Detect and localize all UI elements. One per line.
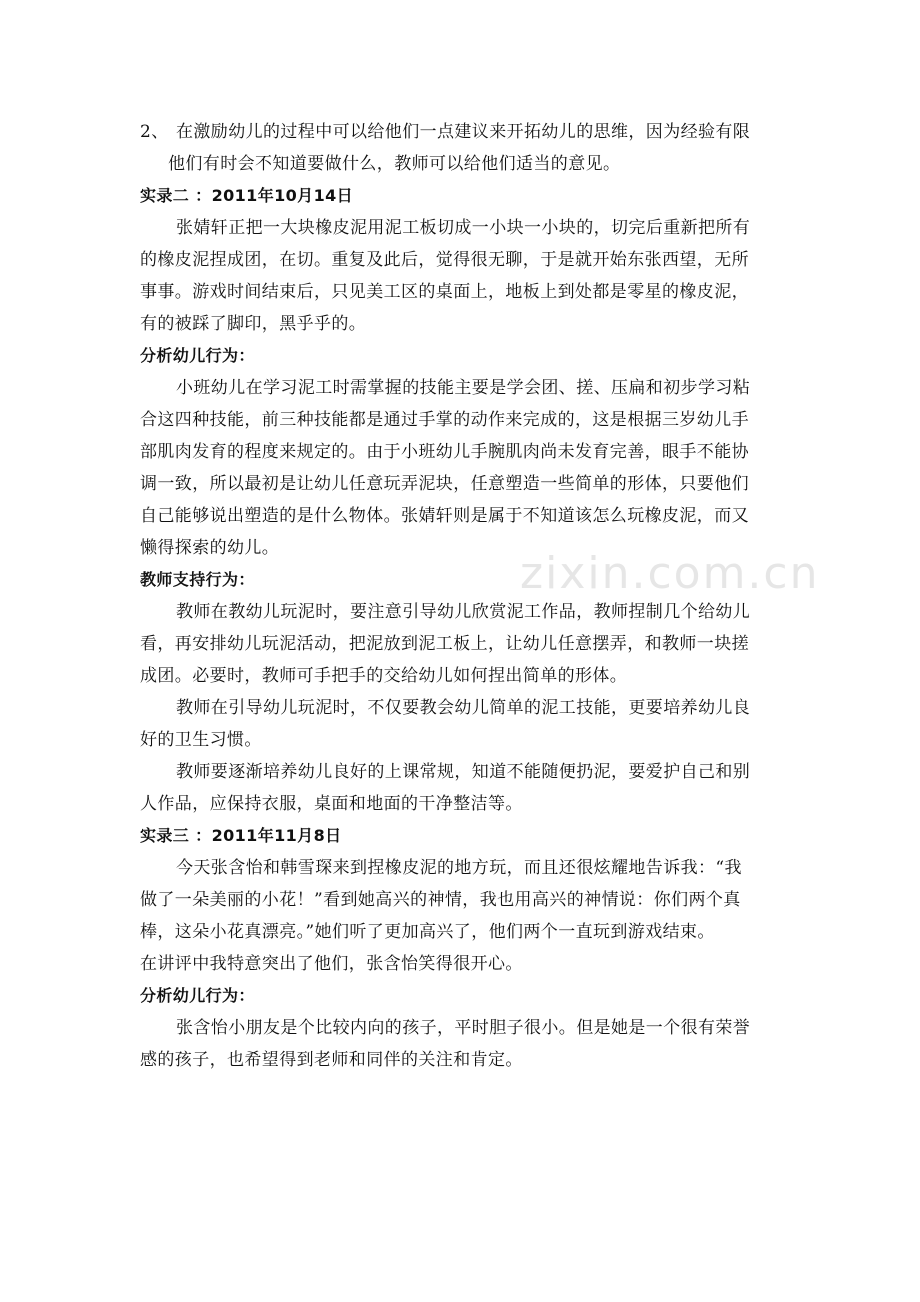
support-para1-line: 成团。必要时，教师可手把手的交给幼儿如何捏出简单的形体。 — [140, 666, 628, 686]
analysis1-line: 合这四种技能，前三种技能都是通过手掌的动作来完成的，这是根据三岁幼儿手 — [140, 410, 749, 430]
analysis1-line: 调一致，所以最初是让幼儿任意玩弄泥块，任意塑造一些简单的形体，只要他们 — [140, 474, 749, 494]
analysis2-line: 感的孩子，也希望得到老师和同伴的关注和肯定。 — [140, 1050, 523, 1070]
record3-line: 棒，这朵小花真漂亮。”她们听了更加高兴了，他们两个一直玩到游戏结束。 — [140, 922, 715, 942]
item2-number: 2、 — [140, 122, 169, 142]
support-para2-line: 好的卫生习惯。 — [140, 730, 262, 750]
support-para3-line: 人作品，应保持衣服，桌面和地面的干净整洁等。 — [140, 794, 523, 814]
support-para2-line: 教师在引导幼儿玩泥时，不仅要教会幼儿简单的泥工技能，更要培养幼儿良 — [176, 698, 751, 718]
record2-line: 张婧轩正把一大块橡皮泥用泥工板切成一小块一小块的，切完后重新把所有 — [176, 218, 751, 238]
support-heading: 教师支持行为： — [140, 570, 255, 589]
support-para1-line: 教师在教幼儿玩泥时，要注意引导幼儿欣赏泥工作品，教师捏制几个给幼儿 — [176, 602, 751, 622]
record2-line: 事事。游戏时间结束后，只见美工区的桌面上，地板上到处都是零星的橡皮泥， — [140, 282, 749, 302]
analysis1-line: 懒得探索的幼儿。 — [140, 538, 280, 558]
analysis1-line: 部肌肉发育的程度来规定的。由于小班幼儿手腕肌肉尚未发育完善，眼手不能协 — [140, 442, 749, 462]
analysis2-heading: 分析幼儿行为： — [140, 986, 255, 1005]
record3-heading: 实录三 ：2011年11月8日 — [140, 826, 342, 845]
analysis1-heading: 分析幼儿行为： — [140, 346, 255, 365]
watermark: zixin.com.cn — [520, 548, 820, 599]
item2-line2: 他们有时会不知道要做什么，教师可以给他们适当的意见。 — [168, 154, 621, 174]
item2-line1: 2、 在激励幼儿的过程中可以给他们一点建议来开拓幼儿的思维，因为经验有限 — [140, 116, 788, 148]
record2-line: 的橡皮泥捏成团，在切。重复及此后，觉得很无聊，于是就开始东张西望，无所 — [140, 250, 749, 270]
record2-line: 有的被踩了脚印，黑乎乎的。 — [140, 314, 367, 334]
record3-line: 做了一朵美丽的小花！”看到她高兴的神情，我也用高兴的神情说：你们两个真 — [140, 890, 741, 910]
support-para1-line: 看，再安排幼儿玩泥活动，把泥放到泥工板上，让幼儿任意摆弄，和教师一块搓 — [140, 634, 749, 654]
record2-heading: 实录二 ：2011年10月14日 — [140, 186, 354, 205]
document-page — [140, 116, 788, 1076]
record3-line: 今天张含怡和韩雪琛来到捏橡皮泥的地方玩，而且还很炫耀地告诉我：“我 — [176, 858, 742, 878]
analysis1-line: 小班幼儿在学习泥工时需掌握的技能主要是学会团、搓、压扁和初步学习粘 — [176, 378, 751, 398]
support-para3-line: 教师要逐渐培养幼儿良好的上课常规，知道不能随便扔泥，要爱护自己和别 — [176, 762, 751, 782]
analysis2-line: 张含怡小朋友是个比较内向的孩子，平时胆子很小。但是她是一个很有荣誉 — [176, 1018, 751, 1038]
record3-line: 在讲评中我特意突出了他们，张含怡笑得很开心。 — [140, 954, 523, 974]
analysis1-line: 自己能够说出塑造的是什么物体。张婧轩则是属于不知道该怎么玩橡皮泥，而又 — [140, 506, 749, 526]
